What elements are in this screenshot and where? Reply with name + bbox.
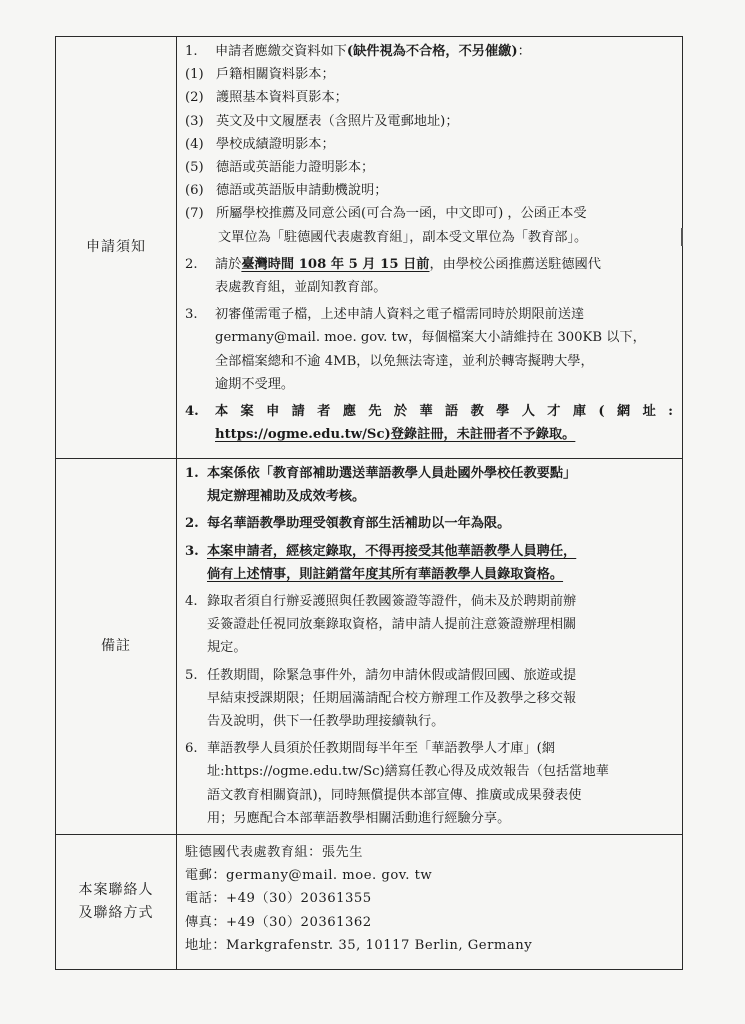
remarks-label: 備註	[56, 459, 177, 835]
required-documents-list	[185, 63, 676, 249]
document-item: (5) 德語或英語能力證明影本；	[185, 160, 375, 176]
document-item: (7) 所屬學校推薦及同意公函(可合為一函，中文即可) ，公函正本受 文單位為「駐德國代表處教育組」，副本受文單位為「教育部」。	[185, 206, 588, 245]
contact-address: 地址：Markgrafenstr. 35, 10117 Berlin, Germany	[185, 937, 533, 953]
scan-artifact-mark	[681, 228, 683, 246]
contact-office: 駐德國代表處教育組：張先生	[185, 845, 363, 861]
notice-content	[177, 37, 683, 459]
document-table	[55, 36, 683, 970]
contact-row	[56, 835, 683, 970]
contact-phone: 電話：+49（30）20361355	[185, 891, 372, 907]
notice-label: 申請須知	[56, 37, 177, 459]
document-item: (6) 德語或英語版申請動機說明；	[185, 183, 388, 199]
remark-item-5: 5. 任教期間，除緊急事件外，請勿申請休假或請假回國、旅遊或提 早結束授課期限；任期屆滿請配合校方辦理工作及教學之移交報 告及說明，供下一任教學助理接續執行。	[185, 667, 577, 730]
remark-item-2: 2. 每名華語教學助理受領教育部生活補助以一年為限。	[185, 516, 511, 532]
notice-item-2: 2. 請於臺灣時間 108 年 5 月 15 日前，由學校公函推薦送駐德國代 表處教育組，並副知教育部。	[185, 256, 601, 296]
contact-email[interactable]: 電郵：germany@mail. moe. gov. tw	[185, 868, 433, 884]
remarks-content	[177, 459, 683, 835]
document-item: (3) 英文及中文履歷表（含照片及電郵地址)；	[185, 113, 459, 129]
deadline-text: 臺灣時間 108 年 5 月 15 日前	[241, 256, 430, 272]
contact-content	[177, 835, 683, 970]
contact-label: 本案聯絡人 及聯絡方式	[56, 835, 177, 970]
talent-database-link[interactable]: https://ogme.edu.tw/Sc)登錄註冊，未註冊者不予錄取。	[215, 427, 576, 443]
notice-row	[56, 37, 683, 459]
remark-item-6: 6. 華語教學人員須於任教期間每半年至「華語教學人才庫」(網 址:https://ogme.edu.tw/Sc)繕寫任教心得及成效報告（包括當地華 語文教育相關資訊)，同時無償提供本部宣傳、推廣或成果發表使 用；另應配合本部華語教學相關活動進行經驗分享。	[185, 741, 609, 826]
document-item: (4) 學校成績證明影本；	[185, 136, 335, 152]
email-address-text: germany@mail. moe. gov. tw，每個檔案大小請維持在 300KB 以下，	[215, 330, 646, 346]
remark-item-1: 1. 本案係依「教育部補助選送華語教學人員赴國外學校任教要點」 規定辦理補助及成效考核。	[185, 466, 577, 505]
contact-fax: 傳真：+49（30）20361362	[185, 914, 372, 930]
document-item: (2) 護照基本資料頁影本；	[185, 90, 348, 106]
remarks-row	[56, 459, 683, 835]
notice-item-3: 3. 初審僅需電子檔，上述申請人資料之電子檔需同時於期限前送達 germany@mail. moe. gov. tw，每個檔案大小請維持在 300KB 以下， 全部檔案總和不逾 4MB，以免無法寄達，並利於轉寄擬聘大學， 逾期不受理。	[185, 303, 676, 396]
notice-item-1: 1. 申請者應繳交資料如下(缺件視為不合格，不另催繳)：	[185, 44, 531, 59]
remark-item-4: 4. 錄取者須自行辦妥護照與任教國簽證等證件，倘未及於聘期前辦 妥簽證赴任視同放棄錄取資格，請申請人提前注意簽證辦理相關 規定。	[185, 594, 577, 656]
notice-item-4: 4. 本案申請者應先於華語教學人才庫(網址: https://ogme.edu.tw/Sc)登錄註冊，未註冊者不予錄取。	[185, 400, 676, 446]
missing-docs-warning: (缺件視為不合格，不另催繳)	[346, 44, 518, 59]
remark-item-3: 3. 本案申請者，經核定錄取，不得再接受其他華語教學人員聘任， 倘有上述情事，則註銷當年度其所有華語教學人員錄取資格。	[185, 543, 577, 582]
document-item: (1) 戶籍相關資料影本；	[185, 67, 335, 83]
